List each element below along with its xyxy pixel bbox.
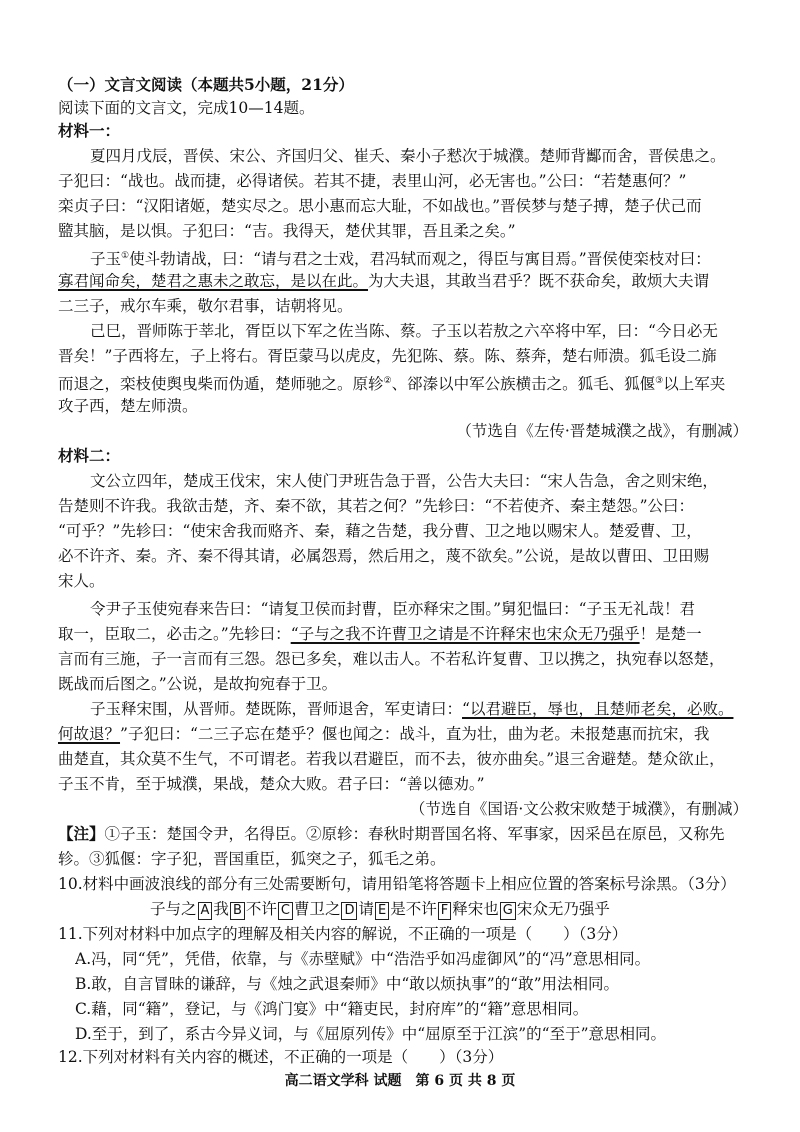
note-mark-3: ③: [655, 376, 664, 386]
m2-p3-line: [58, 723, 760, 745]
q10-seg: 不许: [245, 900, 277, 918]
option-d[interactable]: D.至于，到了，系古今异义词，与《屈原列传》中“屈原至于江滨”的“至于”意思相同。: [75, 1025, 667, 1043]
wavy-line-sentence: “子与之我不许曹卫之请是不许释宋也宋众无乃强乎: [290, 625, 640, 643]
break-mark-c[interactable]: C: [278, 902, 293, 920]
ziyu-name: 子玉: [90, 250, 122, 269]
question-10: 10.材料中画波浪线的部分有三处需要断句，请用铅笔将答题卡上相应位置的答案标号涂黑。（3分）: [58, 875, 736, 893]
m1-p2-text: 使斗勃请战，曰：“请与君之士戏，君冯轼而观之，得臣与寓目焉。”晋侯使栾枝对曰：: [129, 250, 711, 269]
q10-seg: 请: [358, 900, 374, 918]
question-12: 12.下列对材料有关内容的概述，不正确的一项是（ ）（3分）: [58, 1048, 504, 1066]
m1-p3-text: 以上军夹: [663, 375, 726, 394]
m2-p2-line: [58, 623, 760, 645]
note-mark-2: ②: [383, 376, 392, 386]
notes-line: [58, 823, 760, 845]
source-1: （节选自《左传·晋楚城濮之战》，有删减）: [456, 422, 748, 440]
q10-seg: 我: [213, 900, 229, 918]
q10-seg: 释宋也: [452, 900, 499, 918]
m1-p3-line: [58, 370, 760, 395]
q10-seg: 曹卫之: [293, 900, 341, 918]
m1-p3-text: 、郤溱以中军公族横击之。狐毛、狐偃: [391, 375, 656, 394]
m2-line: 宋人。: [58, 572, 105, 590]
m1-p3-text: 而退之，栾枝使舆曳柴而伪遁，楚师驰之。原轸: [58, 375, 384, 394]
section-title: （一）文言文阅读（本题共5小题，21分）: [58, 75, 354, 94]
m2-p3-text: 子玉释宋围，从晋师。楚既陈，晋师退舍，军吏请曰：: [90, 700, 463, 718]
m1-line: 栾贞子曰：“汉阳诸姬，楚实尽之。思小惠而忘大耻，不如战也。”晋侯梦与楚子搏，楚子伏己而: [58, 197, 702, 215]
m2-line: 必不许齐、秦。齐、秦不得其请，必属怨焉，然后用之，蔑不欲矣。”公说，是故以曹田、卫田赐: [58, 547, 710, 565]
m2-p2-text: ！是楚一: [639, 625, 702, 643]
m2-p3-line: 子玉不肯，至于城濮，果战，楚众大败。君子曰：“善以德劝。”: [58, 775, 485, 793]
m2-p2-text: 取一，臣取二，必击之。”先轸曰：: [58, 625, 291, 643]
option-c[interactable]: C.藉，同“籍”，登记，与《鸿门宴》中“籍吏民，封府库”的“籍”意思相同。: [75, 1000, 589, 1018]
m2-p3-line: 曲楚直，其众莫不生气，不可谓老。若我以君避臣，而不去，彼亦曲矣。”退三舍避楚。楚众欲止，: [58, 750, 725, 768]
underlined-sentence: “以君避臣，辱也，且楚师老矣，必败。: [462, 700, 734, 718]
material-1-label: 材料一：: [58, 121, 121, 140]
m1-p3-line: 己巳，晋师陈于莘北，胥臣以下军之佐当陈、蔡。子玉以若敖之六卒将中军，曰：“今日必无: [90, 322, 718, 340]
question-11: 11.下列对材料中加点字的理解及相关内容的解说，不正确的一项是（ ）（3分）: [58, 925, 628, 943]
m1-p2-line: [58, 270, 760, 292]
break-mark-b[interactable]: B: [230, 902, 245, 920]
m2-p2-line: 令尹子玉使宛春来告曰：“请复卫侯而封曹，臣亦释宋之围。”舅犯愠曰：“子玉无礼哉！君: [90, 600, 696, 618]
m2-p2-line: 言而有三施，子一言而有三怨。怨已多矣，难以击人。不若私许复曹、卫以携之，执宛春以怒楚，: [58, 650, 725, 668]
m2-line: 告楚则不许我。我欲击楚，齐、秦不欲，其若之何？”先轸曰：“不若使齐、秦主楚怨。”公曰：: [58, 497, 695, 515]
m1-line: 盬其脑，是以惧。子犯曰：“吉。我得天，楚伏其罪，吾且柔之矣。”: [58, 222, 516, 240]
m1-line: 子犯曰：“战也。战而捷，必得诸侯。若其不捷，表里山河，必无害也。”公曰：“若楚惠何？”: [58, 172, 687, 190]
q10-seg: 宋众无乃强乎: [516, 900, 610, 918]
notes-line: 轸。③狐偃：字子犯，晋国重臣，狐突之子，狐毛之弟。: [58, 850, 446, 868]
underlined-sentence: 寡君闻命矣，楚君之惠未之敢忘，是以在此。: [58, 272, 369, 290]
source-2: （节选自《国语·文公救宋败楚于城濮》，有删减）: [409, 800, 748, 818]
m1-p2-text: 为大夫退，其敢当君乎？既不获命矣，敢烦大夫谓: [368, 272, 710, 290]
break-mark-d[interactable]: D: [341, 902, 357, 920]
m1-p3-line: 晋矣！”子西将左，子上将右。胥臣蒙马以虎皮，先犯陈、蔡。陈、蔡奔，楚右师溃。狐毛设二旆: [58, 347, 717, 365]
m1-line: 夏四月戊辰，晋侯、宋公、齐国归父、崔夭、秦小子慭次于城濮。楚师背酅而舍，晋侯患之。: [90, 147, 726, 165]
break-mark-f[interactable]: F: [438, 902, 451, 920]
instruction: 阅读下面的文言文，完成10—14题。: [58, 99, 315, 117]
m2-p3-line: [90, 698, 760, 720]
m2-p2-line: 既战而后图之。”公说，是故拘宛春于卫。: [58, 675, 338, 693]
option-b[interactable]: B.敢，自言冒昧的谦辞，与《烛之武退秦师》中“敢以烦执事”的“敢”用法相同。: [75, 975, 620, 993]
sentence-break-options: [150, 898, 760, 920]
m2-p3-text: ”子犯曰：“二三子忘在楚乎？偃也闻之：战斗，直为壮，曲为老。未报楚惠而抗宋，我: [120, 725, 710, 743]
q10-seg: 子与之: [150, 900, 197, 918]
break-mark-g[interactable]: G: [500, 902, 516, 920]
page-footer: 高二语文学科 试题 第 6 页 共 8 页: [284, 1073, 516, 1089]
option-a[interactable]: A.冯，同“凭”，凭借，依靠，与《赤壁赋》中“浩浩乎如冯虚御风”的“冯”意思相同。: [75, 950, 651, 968]
break-mark-e[interactable]: E: [375, 902, 389, 920]
m1-p3-line: 攻子西，楚左师溃。: [58, 397, 198, 415]
q10-seg: 是不许: [390, 900, 437, 918]
notes-lead: 【注】: [58, 824, 105, 843]
m1-p2-line: 二三子，戒尔车乘，敬尔君事，诘朝将见。: [58, 297, 353, 315]
m2-line: 文公立四年，楚成王伐宋，宋人使门尹班告急于晋，公告大夫曰：“宋人告急，舍之则宋绝，: [90, 472, 718, 490]
note-mark-1: ①: [121, 251, 130, 261]
m1-p2-line: [90, 245, 760, 270]
material-2-label: 材料二：: [58, 446, 121, 465]
m2-line: “可乎？”先轸曰：“使宋舍我而赂齐、秦，藉之告楚，我分曹、卫之地以赐宋人。楚爱曹、卫，: [58, 522, 702, 540]
underlined-sentence: 何故退？: [58, 725, 121, 743]
notes-text: ①子玉：楚国令尹，名得臣。②原轸：春秋时期晋国名将、军事家，因采邑在原邑，又称先: [104, 825, 725, 843]
break-mark-a[interactable]: A: [198, 902, 213, 920]
